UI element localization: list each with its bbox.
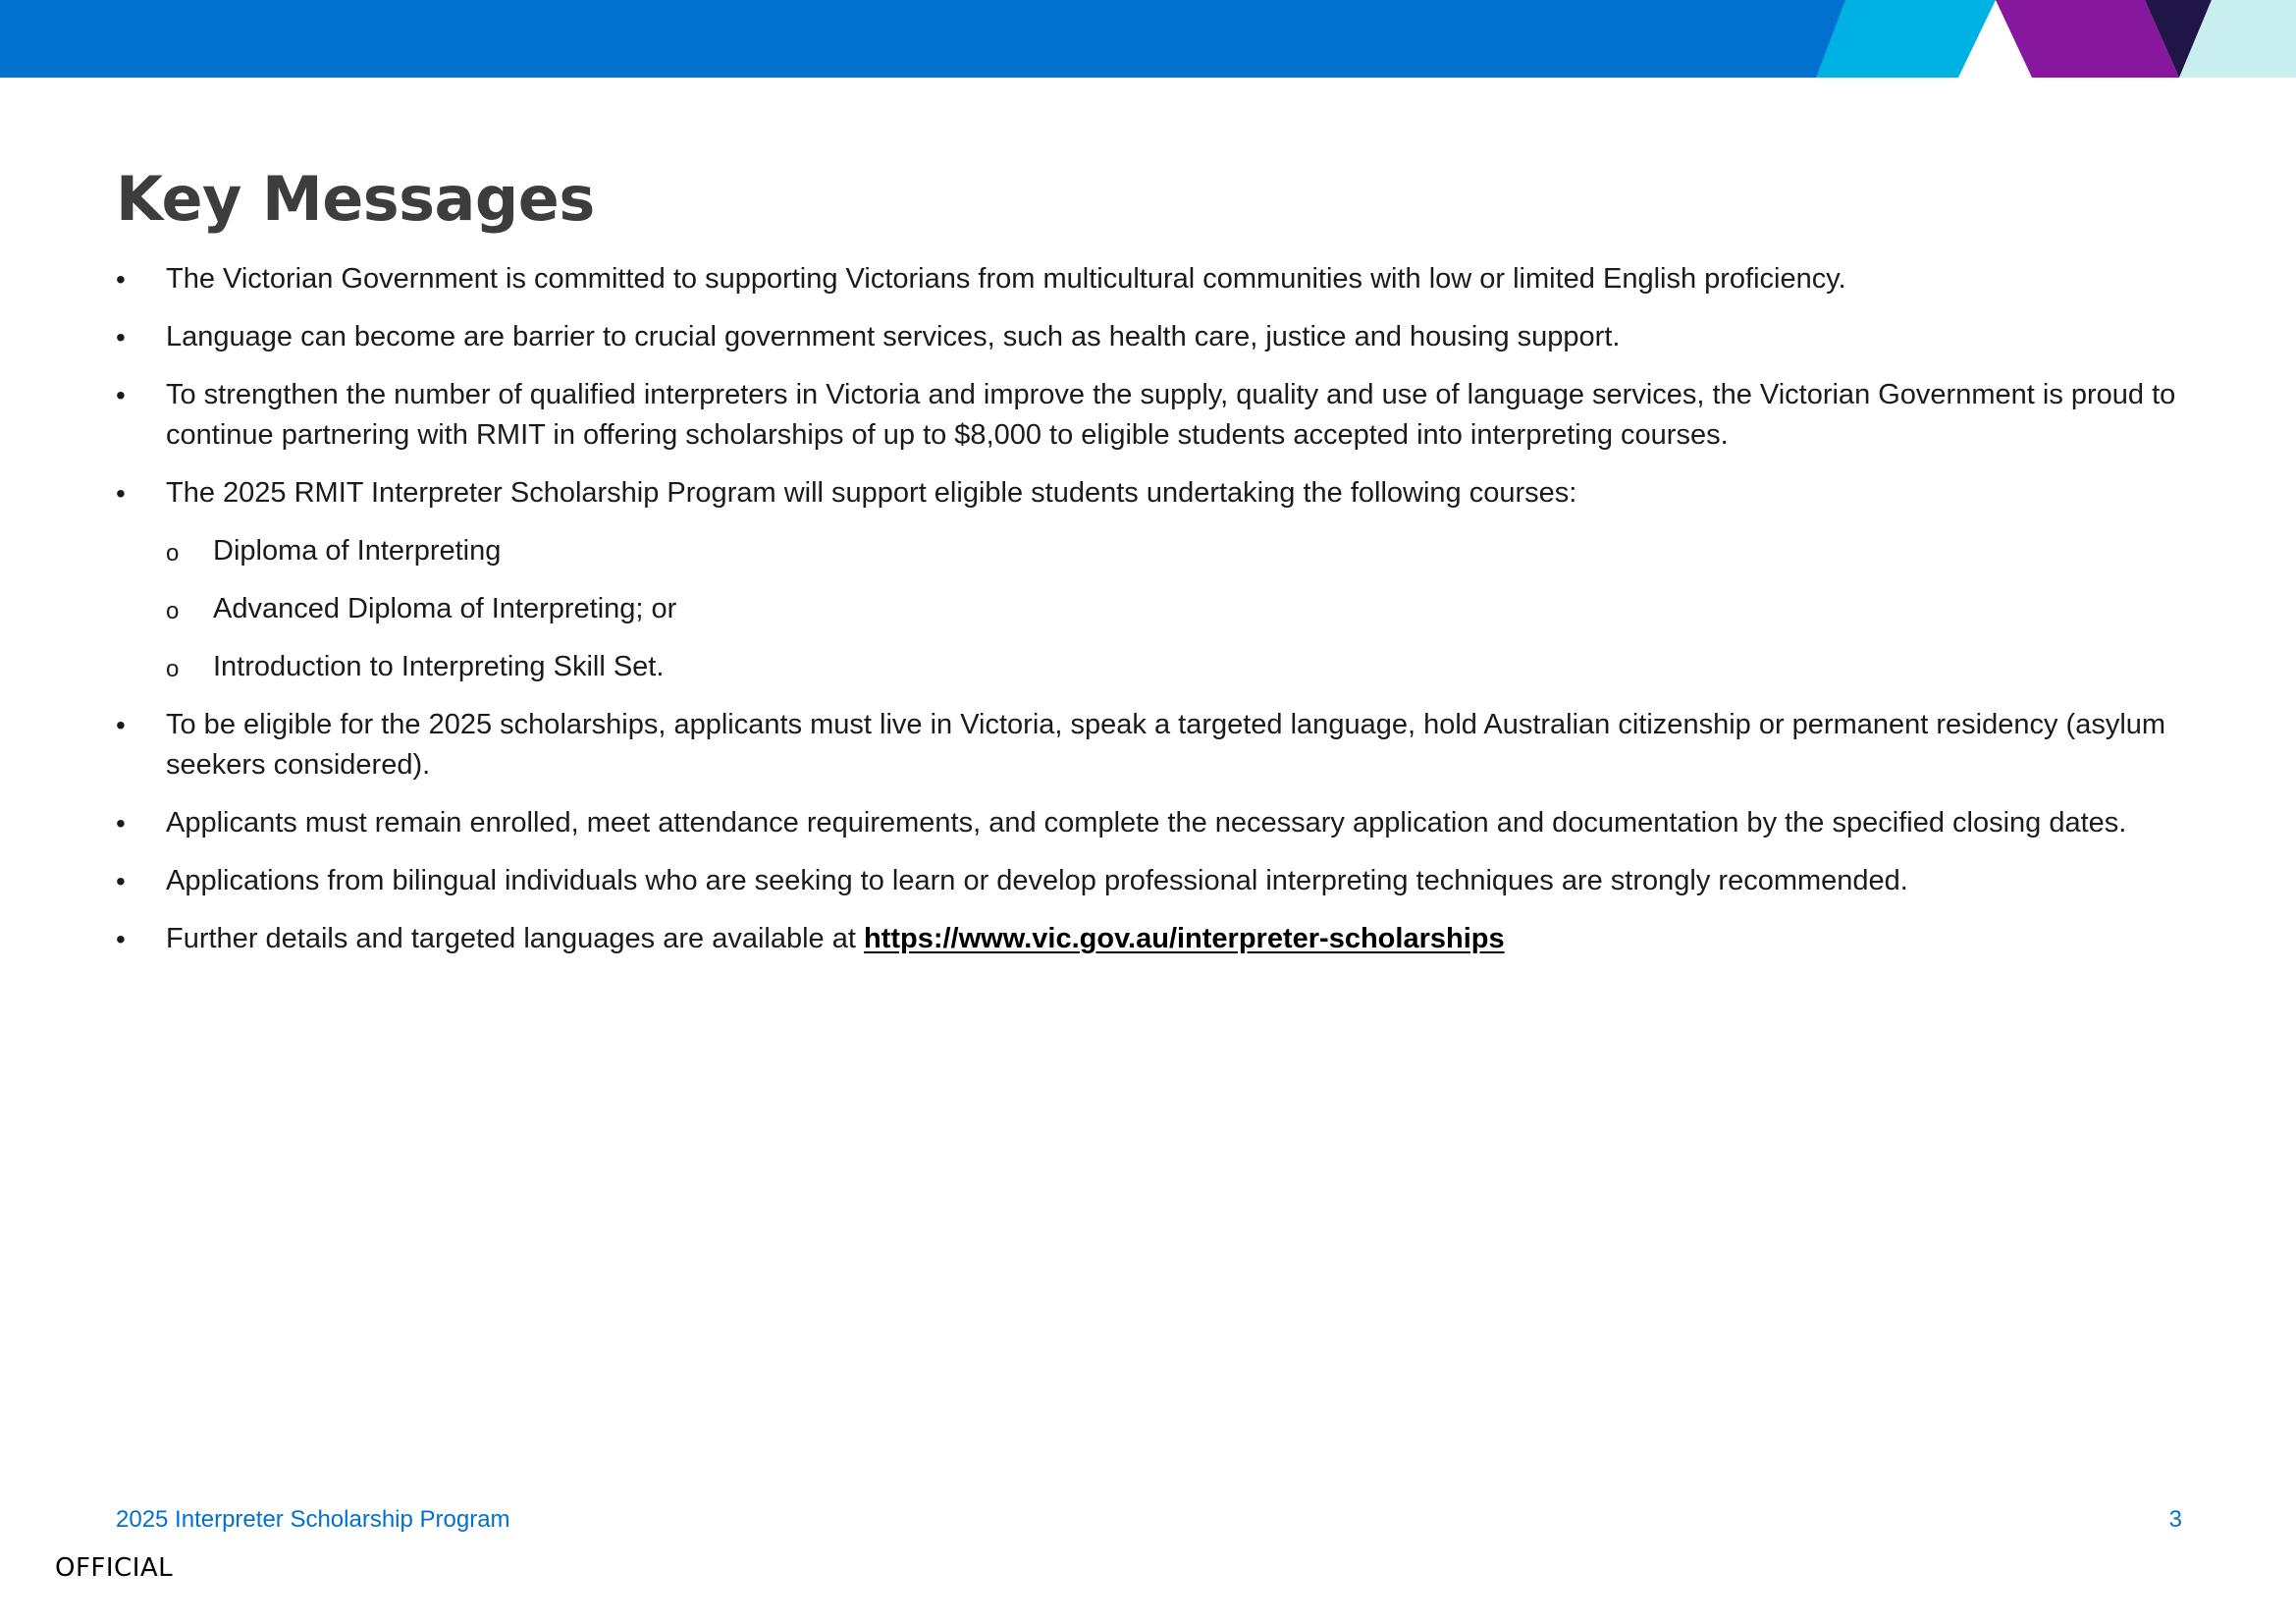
header-cyan-shape <box>1816 0 1996 78</box>
sub-bullet-marker: o <box>166 598 180 624</box>
page-number: 3 <box>2168 1506 2182 1533</box>
bullet-text: Applicants must remain enrolled, meet attendance requirements, and complete the necessary application and documentation by the specified closing dates. <box>166 807 2127 839</box>
bullet-text: Applications from bilingual individuals who are seeking to learn or develop professional interpreting techniques are strongly recommended. <box>166 865 1908 896</box>
list-item <box>116 473 2187 514</box>
bullet-marker: • <box>116 808 126 839</box>
course-item <box>116 647 2187 687</box>
header-banner <box>0 0 2296 78</box>
bullet-marker: • <box>116 264 126 295</box>
bullet-marker: • <box>116 380 126 410</box>
list-item <box>116 259 2187 299</box>
course-item <box>116 589 2187 629</box>
bullet-text: To be eligible for the 2025 scholarships, applicants must live in Victoria, speak a targeted language, hold Australian citizenship or permanent residency (asylum seekers considered). <box>166 709 2166 781</box>
scholarships-link[interactable]: https://www.vic.gov.au/interpreter-scholarships <box>863 923 1505 954</box>
bullet-marker: • <box>116 924 126 954</box>
course-text: Advanced Diploma of Interpreting; or <box>213 593 677 624</box>
list-item <box>116 919 2187 959</box>
list-item <box>116 317 2187 357</box>
list-item <box>116 861 2187 901</box>
bullet-marker: • <box>116 478 126 509</box>
key-messages-list <box>116 259 2187 977</box>
classification-label: OFFICIAL <box>55 1553 174 1583</box>
course-text: Diploma of Interpreting <box>213 535 502 567</box>
list-item <box>116 375 2187 456</box>
bullet-text: The Victorian Government is committed to supporting Victorians from multicultural communities with low or limited English proficiency. <box>166 263 1846 295</box>
bullet-marker: • <box>116 322 126 352</box>
sub-bullet-marker: o <box>166 540 180 567</box>
course-item <box>116 531 2187 571</box>
header-graphic <box>0 0 2296 78</box>
page-title: Key Messages <box>116 163 595 235</box>
bullet-text: Language can become are barrier to crucial government services, such as health care, justice and housing support. <box>166 321 1621 352</box>
sub-bullet-marker: o <box>166 656 180 682</box>
bullet-marker: • <box>116 866 126 896</box>
list-item <box>116 803 2187 843</box>
bullet-text: To strengthen the number of qualified interpreters in Victoria and improve the supply, quality and use of language services, the Victorian Government is proud to continue partnering with RMIT in offering scholarships of up to $8,000 to eligible students accepted into interpreting courses. <box>166 379 2176 451</box>
header-blue-band <box>0 0 1845 78</box>
bullet-text: The 2025 RMIT Interpreter Scholarship Program will support eligible students undertaking the following courses: <box>166 477 1577 509</box>
footer-program-name: 2025 Interpreter Scholarship Program <box>116 1506 510 1533</box>
course-text: Introduction to Interpreting Skill Set. <box>213 651 665 682</box>
list-item <box>116 705 2187 785</box>
bullet-text: Further details and targeted languages are available at <box>166 923 864 954</box>
bullet-marker: • <box>116 710 126 740</box>
